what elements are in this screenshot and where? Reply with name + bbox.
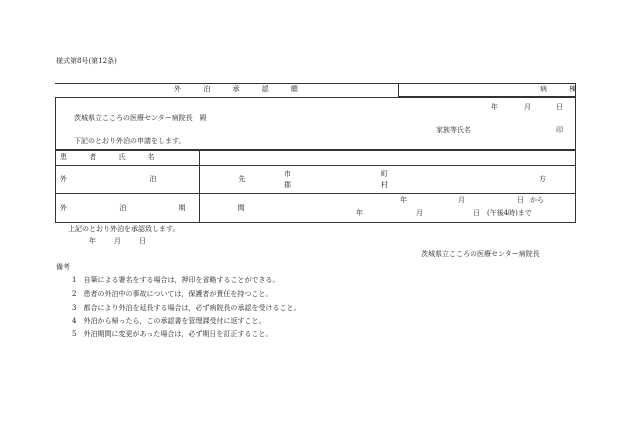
addressee: 茨城県立こころの医療センター病院長 殿 <box>74 114 207 122</box>
period-to-month: 月 <box>416 209 423 217</box>
period-from-month: 月 <box>458 196 465 204</box>
destination-town: 町 <box>381 170 388 178</box>
notes-heading: 備考 <box>56 263 70 271</box>
period-from-day: 日 <box>517 196 524 204</box>
approval-date-year: 年 <box>89 237 96 245</box>
note-item: 5 外泊期間に変更があった場合は，必ず期日を訂正すること。 <box>72 330 273 338</box>
patient-name-label: 患 者 氏 名 <box>60 153 165 161</box>
approval-text: 上記のとおり外泊を承認致します。 <box>68 225 180 233</box>
row-divider-1 <box>55 165 576 166</box>
form-title: 外 泊 承 認 願 <box>174 85 308 93</box>
date-year: 年 <box>491 103 498 111</box>
period-from-year: 年 <box>400 196 407 204</box>
approval-date-day: 日 <box>139 237 146 245</box>
date-month: 月 <box>524 103 531 111</box>
destination-county: 郡 <box>284 181 291 189</box>
date-day: 日 <box>556 103 563 111</box>
note-item: 1 自筆による署名をする場合は，押印を省略することができる。 <box>72 276 280 284</box>
label-column-divider <box>199 150 200 223</box>
seal-mark: 印 <box>556 126 563 134</box>
row-divider-2 <box>55 193 576 194</box>
period-to-year: 年 <box>356 209 363 217</box>
destination-label: 外 泊 先 <box>60 175 286 183</box>
period-from-suffix: から <box>530 196 544 204</box>
request-text: 下記のとおり外泊の申請をします。 <box>74 137 186 145</box>
destination-village: 村 <box>381 181 388 189</box>
destination-direction: 方 <box>539 175 546 183</box>
form-number: 様式第8号(第12条) <box>56 57 117 65</box>
period-to-suffix: (午後4時)まで <box>487 209 532 217</box>
family-name-label: 家族等氏名 <box>436 126 471 134</box>
note-item: 4 外泊から帰ったら，この承認書を管理課受付に返すこと。 <box>72 317 266 325</box>
approval-date-month: 月 <box>114 237 121 245</box>
note-item: 3 都合により外泊を延長する場合は，必ず病院長の承認を受けること。 <box>72 304 301 312</box>
destination-city: 市 <box>284 170 291 178</box>
approval-signer: 茨城県立こころの医療センター病院長 <box>421 250 540 258</box>
note-item: 2 患者の外泊中の事故については，保護者が責任を持つこと。 <box>72 290 273 298</box>
ward-label: 病 棟 <box>540 85 587 93</box>
period-label: 外 泊 期 間 <box>60 204 270 212</box>
period-to-day: 日 <box>473 209 480 217</box>
